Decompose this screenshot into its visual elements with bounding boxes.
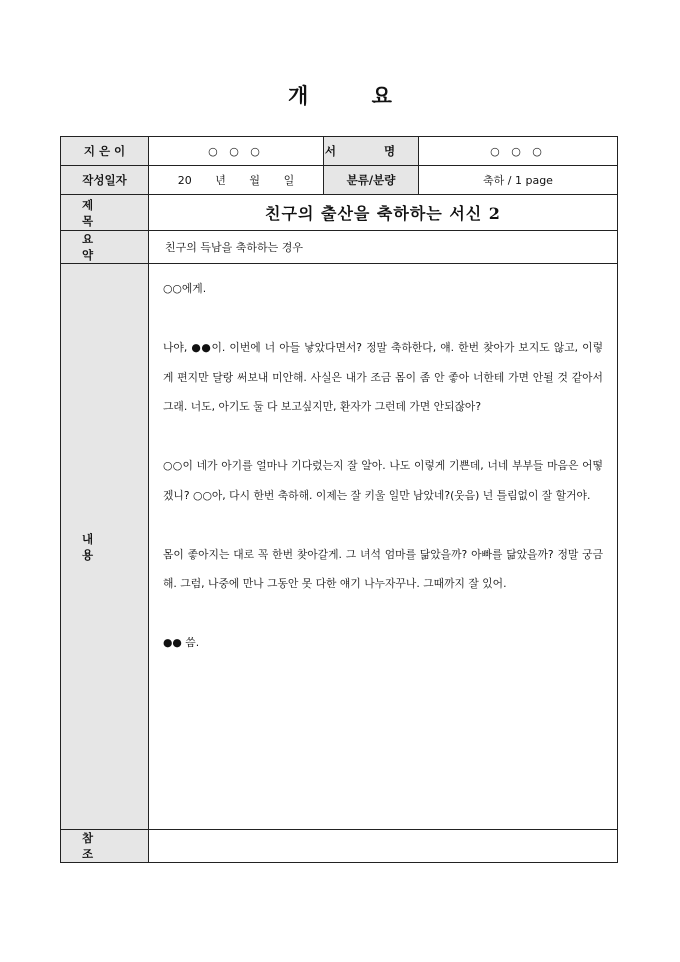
- reference-value: [149, 830, 618, 863]
- date-day-unit: 일: [283, 174, 295, 187]
- summary-form-table: [60, 136, 618, 863]
- author-label: 지 은 이: [61, 137, 149, 166]
- letter-closing: ●● 씀.: [163, 636, 200, 649]
- summary-value: 친구의 득남을 축하하는 경우: [149, 231, 618, 264]
- subject-label: 제 목: [61, 195, 149, 231]
- subject-row: [61, 195, 618, 231]
- date-month-unit: 월: [249, 174, 261, 187]
- page-title: 개 요: [288, 83, 420, 108]
- subject-value: 친구의 출산을 축하하는 서신 2: [149, 195, 618, 231]
- category-value: 축하 / 1 page: [419, 166, 618, 195]
- category-label: 분류/분량: [324, 166, 419, 195]
- letter-paragraph-3: 몸이 좋아지는 대로 꼭 한번 찾아갈게. 그 녀석 엄마를 닮았을까? 아빠를 닮았을까? 정말 궁금해. 그럼, 나중에 만나 그동안 못 다한 얘기 나누자꾸나. 그때까지 잘 있어.: [163, 547, 603, 590]
- letter-paragraph-2: ○○이 네가 아기를 얼마나 기다렸는지 잘 알아. 나도 이렇게 기쁜데, 너네 부부들 마음은 어떻겠니? ○○아, 다시 한번 축하해. 이제는 잘 키울 일만 남았네?(웃음) 넌 틀림없이 잘 할거야.: [163, 459, 603, 502]
- date-row: [61, 166, 618, 195]
- summary-row: [61, 231, 618, 264]
- letter-body: [149, 264, 618, 830]
- date-year-unit: 년: [215, 174, 226, 187]
- date-label: 작성일자: [61, 166, 149, 195]
- summary-label: 요 약: [61, 231, 149, 264]
- signature-label: 서 명: [324, 137, 419, 166]
- author-value: ○ ○ ○: [149, 137, 324, 166]
- reference-row: [61, 830, 618, 863]
- content-row: [61, 264, 618, 830]
- author-row: [61, 137, 618, 166]
- date-value: [149, 166, 324, 195]
- letter-greeting: ○○에게.: [163, 282, 207, 295]
- date-year: 20: [177, 174, 192, 187]
- letter-paragraph-1: 나야, ●●이. 이번에 너 아들 낳았다면서? 정말 축하한다, 얘. 한번 찾아가 보지도 않고, 이렇게 편지만 달랑 써보내 미안해. 사실은 내가 조금 몸이 좀 안 좋아 너한테 가면 안될 것 같아서 그래. 너도, 아기도 둘 다 보고싶지만, 환자가 그런데 가면 안되잖아?: [163, 341, 603, 413]
- reference-label: 참 조: [61, 830, 149, 863]
- signature-value: ○ ○ ○: [419, 137, 618, 166]
- content-label: 내 용: [61, 264, 149, 830]
